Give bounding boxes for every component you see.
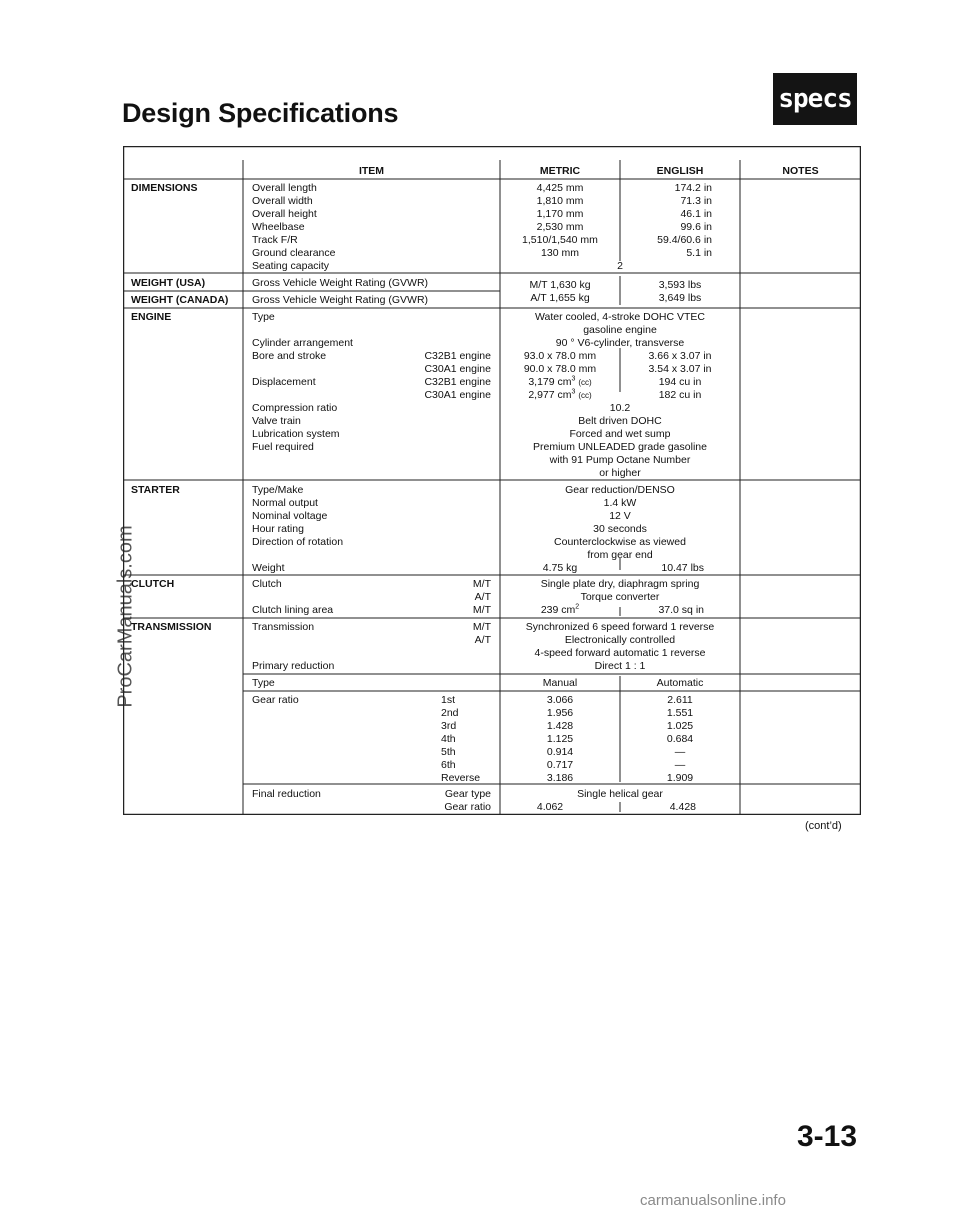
final-gear-ratio-label: Gear ratio <box>444 801 491 813</box>
trans-type-label: Type <box>252 677 275 689</box>
starter-value: 30 seconds <box>593 523 647 535</box>
engine-other-value: Premium UNLEADED grade gasoline <box>533 441 707 453</box>
category-weight-usa: WEIGHT (USA) <box>131 277 206 289</box>
engine-other-label: Lubrication system <box>252 428 340 440</box>
dim-english: 5.1 in <box>686 247 712 259</box>
starter-value: 1.4 kW <box>603 497 637 509</box>
automatic-ratio: 0.684 <box>666 733 694 745</box>
primary-reduction-value: Direct 1 : 1 <box>594 660 646 672</box>
lining-label: Clutch lining area <box>252 604 334 616</box>
manual-ratio: 1.428 <box>546 720 574 732</box>
category-weight-canada: WEIGHT (CANADA) <box>131 294 229 306</box>
category-engine: ENGINE <box>131 311 172 323</box>
category-clutch: CLUTCH <box>131 578 175 590</box>
engine-type-value: gasoline engine <box>583 324 657 336</box>
displacement-english: 194 cu in <box>658 376 702 388</box>
engine-variant: C32B1 engine <box>424 350 491 362</box>
lining-num: 239 cm <box>540 604 576 616</box>
starter-weight-english: 10.47 lbs <box>661 562 704 574</box>
clutch-at-value: Torque converter <box>580 591 660 603</box>
category-transmission: TRANSMISSION <box>131 621 212 633</box>
automatic-ratio: 1.551 <box>666 707 694 719</box>
gear-name: 6th <box>441 759 456 771</box>
disp-num: 2,977 cm <box>528 389 572 401</box>
starter-label: Direction of rotation <box>252 536 344 548</box>
weight-metric: M/T 1,630 kg <box>529 279 591 291</box>
engine-type-label: Type <box>252 311 275 323</box>
cylinder-value: 90 ° V6-cylinder, transverse <box>555 337 685 349</box>
final-reduction-label: Final reduction <box>252 788 321 800</box>
disp-unit: (cc) <box>578 378 592 387</box>
displacement-metric <box>500 389 620 402</box>
specs-badge: specs <box>773 73 857 125</box>
starter-value: 12 V <box>609 510 631 522</box>
bore-english: 3.54 x 3.07 in <box>648 363 712 375</box>
dim-metric: 2,530 mm <box>536 221 584 233</box>
starter-weight-label: Weight <box>252 562 285 574</box>
starter-value: Gear reduction/DENSO <box>565 484 675 496</box>
final-ratio-manual: 4.062 <box>536 801 564 813</box>
bore-english: 3.66 x 3.07 in <box>648 350 712 362</box>
clutch-at: A/T <box>474 591 491 603</box>
dim-item: Track F/R <box>252 234 298 246</box>
weight-english: 3,593 lbs <box>658 279 702 291</box>
cylinder-label: Cylinder arrangement <box>252 337 353 349</box>
header-item: ITEM <box>358 165 385 177</box>
displacement-english: 182 cu in <box>658 389 702 401</box>
starter-label: Hour rating <box>252 523 304 535</box>
disp-exp: 3 <box>571 375 576 383</box>
dim-metric: 130 mm <box>541 247 579 259</box>
category-dimensions: DIMENSIONS <box>131 182 198 194</box>
engine-other-value: Belt driven DOHC <box>578 415 662 427</box>
transmission-label: Transmission <box>252 621 315 633</box>
starter-label: Nominal voltage <box>252 510 328 522</box>
starter-label: Type/Make <box>252 484 304 496</box>
engine-variant: C32B1 engine <box>424 376 491 388</box>
engine-type-value: Water cooled, 4-stroke DOHC VTEC <box>535 311 705 323</box>
gear-name: Reverse <box>441 772 481 784</box>
engine-other-value: with 91 Pump Octane Number <box>549 454 691 466</box>
engine-other-label: Compression ratio <box>252 402 338 414</box>
engine-other-value: 10.2 <box>609 402 631 414</box>
trans-at: A/T <box>474 634 491 646</box>
gear-name: 3rd <box>441 720 457 732</box>
dim-item: Seating capacity <box>252 260 330 272</box>
dim-seating-value: 2 <box>617 260 623 272</box>
engine-other-value: or higher <box>599 467 641 479</box>
disp-num: 3,179 cm <box>528 376 572 388</box>
weight-english: 3,649 lbs <box>658 292 702 304</box>
primary-reduction-label: Primary reduction <box>252 660 335 672</box>
spec-table <box>123 146 861 815</box>
disp-exp: 3 <box>571 388 576 396</box>
header-english: ENGLISH <box>656 165 704 177</box>
dim-item: Overall height <box>252 208 317 220</box>
starter-value: from gear end <box>587 549 653 561</box>
manual-ratio: 1.956 <box>546 707 574 719</box>
gear-name: 1st <box>441 694 456 706</box>
page-title: Design Specifications <box>122 98 399 128</box>
engine-other-value: Forced and wet sump <box>569 428 671 440</box>
disp-unit: (cc) <box>578 391 592 400</box>
weight-usa-item: Gross Vehicle Weight Rating (GVWR) <box>252 277 429 289</box>
dim-metric: 1,170 mm <box>536 208 584 220</box>
automatic-ratio: 1.909 <box>666 772 694 784</box>
bore-metric: 93.0 x 78.0 mm <box>523 350 597 362</box>
dim-item: Overall width <box>252 195 313 207</box>
gear-name: 2nd <box>441 707 459 719</box>
trans-type-automatic: Automatic <box>656 677 704 689</box>
starter-value: Counterclockwise as viewed <box>554 536 686 548</box>
final-gear-type-label: Gear type <box>444 788 491 800</box>
weight-canada-item: Gross Vehicle Weight Rating (GVWR) <box>252 294 429 306</box>
dim-metric: 4,425 mm <box>536 182 584 194</box>
dim-english: 71.3 in <box>680 195 712 207</box>
displacement-label: Displacement <box>252 376 316 388</box>
dim-english: 46.1 in <box>680 208 712 220</box>
engine-other-label: Fuel required <box>252 441 314 453</box>
clutch-mt: M/T <box>472 578 491 590</box>
bore-label: Bore and stroke <box>252 350 327 362</box>
dim-item: Overall length <box>252 182 317 194</box>
dim-english: 59.4/60.6 in <box>657 234 712 246</box>
gear-name: 5th <box>441 746 456 758</box>
dim-english: 99.6 in <box>680 221 712 233</box>
automatic-ratio: 2.611 <box>667 694 693 706</box>
footer-watermark: carmanualsonline.info <box>640 1192 786 1209</box>
category-starter: STARTER <box>131 484 180 496</box>
automatic-ratio: — <box>674 759 686 771</box>
gear-name: 4th <box>441 733 456 745</box>
lining-mt: M/T <box>472 604 491 616</box>
displacement-metric <box>500 376 620 389</box>
lining-exp: 2 <box>575 603 580 611</box>
trans-mt-value: Synchronized 6 speed forward 1 reverse <box>525 621 715 633</box>
starter-weight-metric: 4.75 kg <box>542 562 578 574</box>
starter-label: Normal output <box>252 497 318 509</box>
automatic-ratio: 1.025 <box>666 720 694 732</box>
clutch-label: Clutch <box>252 578 282 590</box>
manual-ratio: 3.186 <box>546 772 574 784</box>
final-gear-type: Single helical gear <box>577 788 663 800</box>
dim-item: Wheelbase <box>252 221 305 233</box>
weight-metric: A/T 1,655 kg <box>530 292 590 304</box>
manual-ratio: 0.914 <box>546 746 574 758</box>
dim-english: 174.2 in <box>674 182 712 194</box>
dim-metric: 1,510/1,540 mm <box>522 234 598 246</box>
trans-at-value: 4-speed forward automatic 1 reverse <box>534 647 706 659</box>
lining-english: 37.0 sq in <box>658 604 704 616</box>
trans-at-value: Electronically controlled <box>564 634 676 646</box>
trans-mt: M/T <box>472 621 491 633</box>
gear-ratio-label: Gear ratio <box>252 694 299 706</box>
watermark-text: ProCarManuals.com <box>114 525 137 708</box>
header-metric: METRIC <box>539 165 581 177</box>
dim-item: Ground clearance <box>252 247 336 259</box>
page-number: 3-13 <box>797 1120 858 1153</box>
table-grid-lines <box>123 146 861 815</box>
clutch-mt-value: Single plate dry, diaphragm spring <box>540 578 700 590</box>
lining-metric <box>500 604 620 617</box>
bore-metric: 90.0 x 78.0 mm <box>523 363 597 375</box>
engine-variant: C30A1 engine <box>424 363 491 375</box>
dim-metric: 1,810 mm <box>536 195 584 207</box>
continued-label: (cont’d) <box>805 820 842 832</box>
engine-variant: C30A1 engine <box>424 389 491 401</box>
engine-other-label: Valve train <box>252 415 301 427</box>
automatic-ratio: — <box>674 746 686 758</box>
manual-ratio: 0.717 <box>546 759 574 771</box>
trans-type-manual: Manual <box>542 677 578 689</box>
final-ratio-automatic: 4.428 <box>669 801 696 813</box>
manual-ratio: 3.066 <box>546 694 574 706</box>
manual-ratio: 1.125 <box>546 733 574 745</box>
header-notes: NOTES <box>782 165 819 177</box>
